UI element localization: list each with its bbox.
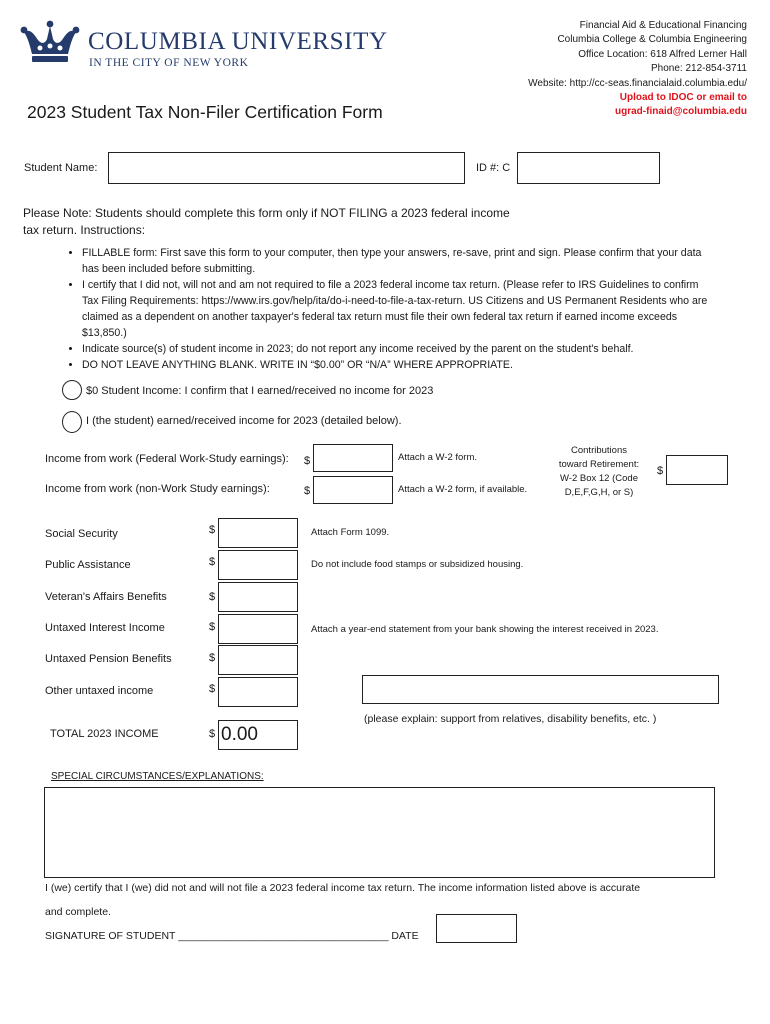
special-circumstances-heading: SPECIAL CIRCUMSTANCES/EXPLANATIONS: bbox=[51, 771, 264, 782]
retirement-label-line: Contributions bbox=[571, 445, 627, 456]
other-untaxed-field[interactable] bbox=[218, 677, 298, 707]
non-ws-income-field[interactable] bbox=[313, 476, 393, 504]
currency-symbol: $ bbox=[304, 485, 311, 497]
other-untaxed-explanation-field[interactable] bbox=[362, 675, 719, 704]
currency-symbol: $ bbox=[209, 621, 216, 633]
earned-income-label: I (the student) earned/received income for 2023 (detailed below). bbox=[86, 415, 402, 427]
zero-income-radio[interactable] bbox=[62, 380, 82, 400]
date-field[interactable] bbox=[436, 914, 517, 943]
university-tagline: IN THE CITY OF NEW YORK bbox=[89, 57, 249, 69]
currency-symbol: $ bbox=[657, 465, 664, 477]
office-line: Financial Aid & Educational Financing bbox=[579, 20, 747, 31]
non-ws-income-label: Income from work (non-Work Study earnings): bbox=[45, 483, 270, 495]
other-untaxed-explain-hint: (please explain: support from relatives, disability benefits, etc. ) bbox=[364, 713, 657, 725]
student-name-label: Student Name: bbox=[24, 162, 98, 174]
student-name-field[interactable] bbox=[108, 152, 465, 184]
certification-text: I (we) certify that I (we) did not and will not file a 2023 federal income tax return. The income information listed above is accurate bbox=[45, 882, 641, 894]
non-ws-income-note: Attach a W-2 form, if available. bbox=[398, 484, 528, 495]
instructions-list bbox=[66, 245, 716, 373]
zero-income-label: $0 Student Income: I confirm that I earned/received no income for 2023 bbox=[86, 385, 434, 397]
upload-instruction: Upload to IDOC or email to bbox=[619, 92, 747, 104]
retirement-label-line: W-2 Box 12 (Code bbox=[560, 473, 638, 484]
instruction-item: • FILLABLE form: First save this form to your computer, then type your answers, re-save, print and sign. Please confirm that your data has been included before submitting. bbox=[82, 245, 716, 277]
instruction-item: • Indicate source(s) of student income in 2023; do not report any income received by the parent on the student's behalf. bbox=[82, 341, 716, 357]
currency-symbol: $ bbox=[209, 728, 216, 740]
certification-text: and complete. bbox=[45, 906, 111, 918]
other-untaxed-label: Other untaxed income bbox=[45, 685, 154, 697]
university-name: COLUMBIA UNIVERSITY bbox=[88, 28, 388, 55]
form-title: 2023 Student Tax Non-Filer Certification Form bbox=[27, 102, 383, 122]
crown-icon bbox=[20, 18, 80, 68]
veterans-benefits-field[interactable] bbox=[218, 582, 298, 612]
public-assistance-label: Public Assistance bbox=[45, 559, 131, 571]
student-id-field[interactable] bbox=[517, 152, 660, 184]
currency-symbol: $ bbox=[209, 591, 216, 603]
office-info bbox=[528, 19, 747, 120]
untaxed-interest-field[interactable] bbox=[218, 614, 298, 644]
currency-symbol: $ bbox=[209, 556, 216, 568]
currency-symbol: $ bbox=[209, 524, 216, 536]
upload-email[interactable]: ugrad-finaid@columbia.edu bbox=[615, 106, 747, 118]
please-note bbox=[23, 205, 510, 239]
social-security-note: Attach Form 1099. bbox=[311, 527, 390, 538]
instruction-item: • I certify that I did not, will not and am not required to file a 2023 federal income tax return. (Please refer to IRS Guidelines to confirm Tax Filing Requirements: https://www.irs.gov/help/ita/do-i-need-to-file-a-tax-return. US Citizens and US Permanent Residents who are claimed as a dependent on another taxpayer's federal tax return must file their own federal tax return if earned income exceeds $13,850.) bbox=[82, 277, 716, 341]
untaxed-pension-field[interactable] bbox=[218, 645, 298, 675]
earned-income-radio[interactable] bbox=[62, 411, 82, 433]
signature-label: SIGNATURE OF STUDENT ____________________________________ DATE bbox=[45, 930, 419, 942]
total-income-value: 0.00 bbox=[221, 724, 258, 745]
public-assistance-note: Do not include food stamps or subsidized housing. bbox=[311, 559, 524, 570]
special-circumstances-field[interactable] bbox=[44, 787, 715, 878]
total-income-field[interactable] bbox=[218, 720, 298, 750]
currency-symbol: $ bbox=[209, 683, 216, 695]
public-assistance-field[interactable] bbox=[218, 550, 298, 580]
untaxed-pension-label: Untaxed Pension Benefits bbox=[45, 653, 172, 665]
retirement-field[interactable] bbox=[666, 455, 728, 485]
fws-income-field[interactable] bbox=[313, 444, 393, 472]
website-link[interactable]: Website: http://cc-seas.financialaid.columbia.edu/ bbox=[528, 77, 747, 89]
office-line: Phone: 212-854-3711 bbox=[650, 63, 747, 75]
currency-symbol: $ bbox=[304, 455, 311, 467]
social-security-field[interactable] bbox=[218, 518, 298, 548]
office-line: Columbia College & Columbia Engineering bbox=[557, 34, 747, 46]
currency-symbol: $ bbox=[209, 652, 216, 664]
fws-income-note: Attach a W-2 form. bbox=[398, 452, 478, 463]
total-income-label: TOTAL 2023 INCOME bbox=[50, 728, 159, 740]
fws-income-label: Income from work (Federal Work-Study earnings): bbox=[45, 453, 289, 465]
social-security-label: Social Security bbox=[45, 528, 118, 540]
retirement-label-line: D,E,F,G,H, or S) bbox=[564, 487, 634, 498]
please-note-line: Please Note: Students should complete this form only if NOT FILING a 2023 federal income bbox=[23, 206, 510, 220]
retirement-label bbox=[545, 444, 653, 500]
office-line: Office Location: 618 Alfred Lerner Hall bbox=[578, 48, 747, 60]
columbia-logo bbox=[20, 16, 388, 72]
untaxed-interest-label: Untaxed Interest Income bbox=[45, 622, 165, 634]
untaxed-interest-note: Attach a year-end statement from your bank showing the interest received in 2023. bbox=[311, 624, 659, 635]
instruction-item: • DO NOT LEAVE ANYTHING BLANK. WRITE IN “$0.00” OR “N/A” WHERE APPROPRIATE. bbox=[82, 357, 716, 373]
please-note-line: tax return. Instructions: bbox=[23, 223, 146, 237]
veterans-benefits-label: Veteran's Affairs Benefits bbox=[45, 591, 167, 603]
student-id-label: ID #: C bbox=[476, 162, 511, 174]
retirement-label-line: toward Retirement: bbox=[558, 459, 640, 470]
